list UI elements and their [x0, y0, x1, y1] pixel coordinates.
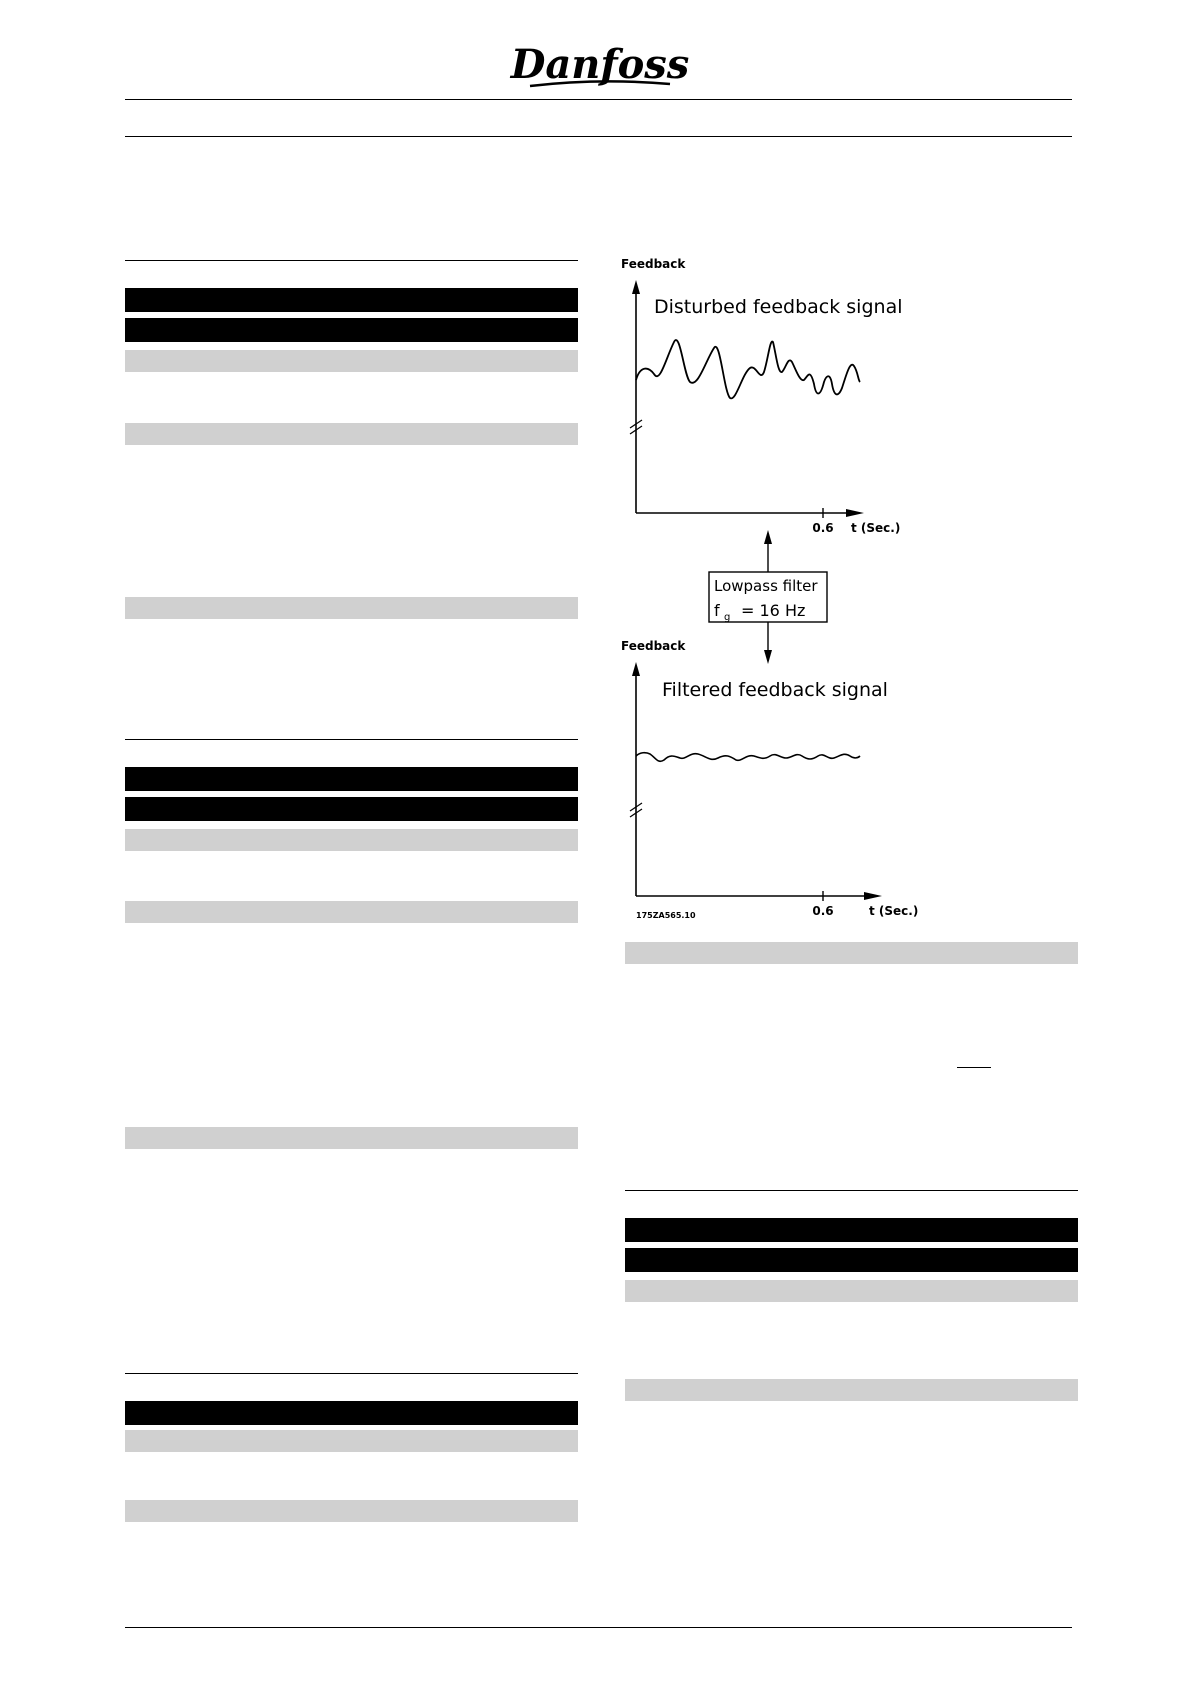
lowpass-filter-block	[709, 530, 827, 664]
right-gray-bar-1	[625, 942, 1078, 964]
footer-rule	[125, 1627, 1072, 1628]
top-chart	[621, 257, 902, 535]
bottom-chart-title: Filtered feedback signal	[662, 679, 888, 701]
disturbed-signal-curve	[636, 340, 860, 398]
section-1-black-bar-1	[125, 288, 578, 312]
top-x-axis-arrow	[846, 509, 864, 517]
right-gray-bar-2	[625, 1280, 1078, 1302]
right-gray-bar-3	[625, 1379, 1078, 1401]
section-2-black-bar-1	[125, 767, 578, 791]
section-3-gray-bar-1	[125, 1430, 578, 1452]
bottom-chart-y-label: Feedback	[621, 639, 686, 653]
right-section-rule	[625, 1190, 1078, 1191]
arrow-down-head	[764, 650, 772, 664]
section-1-gray-bar-3	[125, 597, 578, 619]
arrow-up-head	[764, 530, 772, 544]
danfoss-logo	[510, 38, 690, 92]
section-1-gray-bar-2	[125, 423, 578, 445]
section-3-black-bar-1	[125, 1401, 578, 1425]
filter-box-subscript: g	[724, 612, 731, 623]
section-2-gray-bar-1	[125, 829, 578, 851]
header-rule-top	[125, 99, 1072, 100]
bottom-chart	[621, 639, 918, 920]
header-rule-bottom	[125, 136, 1072, 137]
bottom-y-axis-arrow	[632, 662, 640, 676]
bottom-x-axis-arrow	[864, 892, 882, 900]
bottom-x-tick-label: 0.6	[812, 904, 834, 918]
section-2-rule	[125, 739, 578, 740]
feedback-filter-figure	[618, 256, 948, 926]
section-3-rule	[125, 1373, 578, 1374]
filter-box-line1: Lowpass filter	[714, 577, 818, 595]
filter-box-symbol: f	[714, 601, 720, 620]
bottom-x-axis-label: t (Sec.)	[869, 904, 919, 918]
top-chart-y-label: Feedback	[621, 257, 686, 271]
section-2-gray-bar-2	[125, 901, 578, 923]
top-x-axis-label: t (Sec.)	[851, 521, 901, 535]
underline-mark	[957, 1067, 991, 1068]
top-y-axis-arrow	[632, 280, 640, 294]
section-2-gray-bar-3	[125, 1127, 578, 1149]
right-black-bar-2	[625, 1248, 1078, 1272]
section-1-black-bar-2	[125, 318, 578, 342]
figure-code: 175ZA565.10	[636, 911, 696, 920]
filter-box-equation: = 16 Hz	[741, 601, 806, 620]
section-1-rule	[125, 260, 578, 261]
section-2-black-bar-2	[125, 797, 578, 821]
top-chart-title: Disturbed feedback signal	[654, 296, 903, 318]
section-3-gray-bar-2	[125, 1500, 578, 1522]
top-x-tick-label: 0.6	[812, 521, 834, 535]
section-1-gray-bar-1	[125, 350, 578, 372]
filtered-signal-curve	[636, 753, 860, 762]
right-black-bar-1	[625, 1218, 1078, 1242]
brand-logo-text: Danfoss	[510, 41, 690, 88]
